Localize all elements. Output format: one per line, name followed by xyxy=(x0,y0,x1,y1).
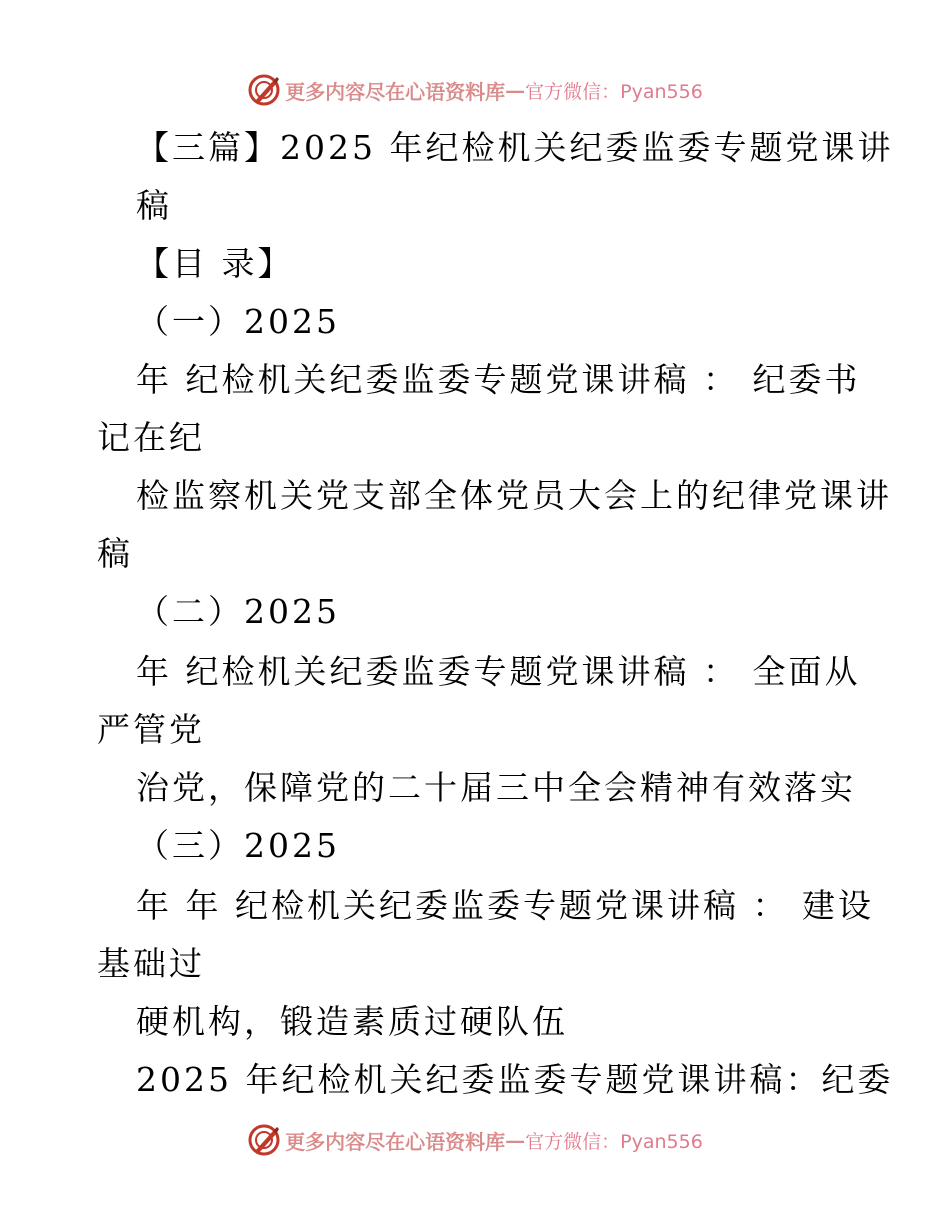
toc-item-2-line-3: 治党，保障党的二十届三中全会精神有效落实 xyxy=(136,768,856,807)
toc-item-2-line-2: 严管党 xyxy=(97,710,205,749)
toc-item-1-line-1: 年 纪检机关纪委监委专题党课讲稿 ： 纪委书 xyxy=(136,360,861,399)
header-banner xyxy=(0,70,950,110)
footer-banner-main-text: 更多内容尽在心语资料库 xyxy=(285,1129,506,1154)
toc-item-1-line-2: 记在纪 xyxy=(97,418,205,457)
toc-item-2-line-1: 年 纪检机关纪委监委专题党课讲稿 ： 全面从 xyxy=(136,652,861,691)
toc-item-1-number: （一）2025 xyxy=(136,302,340,341)
pen-logo-icon xyxy=(247,73,281,107)
toc-item-1-line-3: 检监察机关党支部全体党员大会上的纪律党课讲 xyxy=(136,476,892,515)
banner-main-text: 更多内容尽在心语资料库 xyxy=(285,79,506,104)
toc-item-3-line-3: 硬机构，锻造素质过硬队伍 xyxy=(136,1002,568,1041)
header-banner-inner xyxy=(247,73,703,107)
pen-logo-icon xyxy=(247,1123,281,1157)
toc-item-3-line-2: 基础过 xyxy=(97,944,205,983)
footer-banner-sub-text: 官方微信：Pyan556 xyxy=(525,1130,703,1153)
banner-dash: — xyxy=(505,78,526,102)
doc-title-line-2: 稿 xyxy=(136,186,172,225)
toc-item-2-number: （二）2025 xyxy=(136,592,340,631)
banner-sub-text: 官方微信：Pyan556 xyxy=(525,80,703,103)
toc-heading: 【目 录】 xyxy=(136,244,294,283)
toc-item-3-number: （三）2025 xyxy=(136,826,340,865)
toc-item-1-line-4: 稿 xyxy=(97,534,133,573)
toc-item-3-line-1: 年 年 纪检机关纪委监委专题党课讲稿 ： 建设 xyxy=(136,886,874,925)
footer-banner-inner xyxy=(247,1123,703,1157)
footer-banner-dash: — xyxy=(505,1128,526,1152)
body-first-line: 2025 年纪检机关纪委监委专题党课讲稿：纪委 xyxy=(136,1060,894,1099)
doc-title-line-1: 【三篇】2025 年纪检机关纪委监委专题党课讲 xyxy=(136,128,894,167)
footer-banner xyxy=(0,1120,950,1160)
